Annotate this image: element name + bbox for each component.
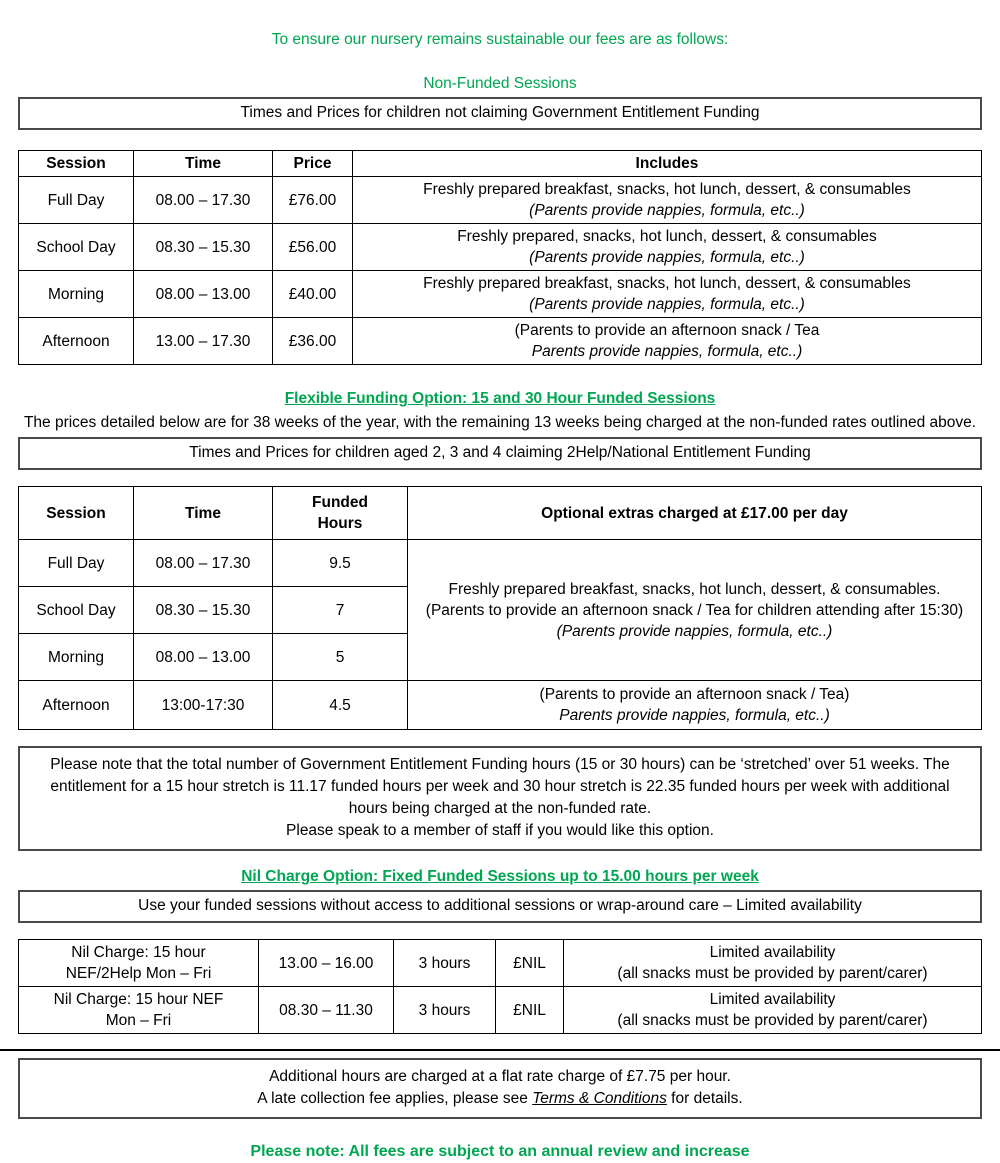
cell-time: 08.00 – 17.30 [134,540,273,587]
includes-main: Freshly prepared, snacks, hot lunch, dessert, & consumables [457,228,877,245]
non-funded-table [18,150,982,365]
cell-time: 13:00-17:30 [134,681,273,730]
additional-hours-line2 [32,1088,968,1110]
cell-session: Afternoon [19,318,134,365]
includes-sub: Parents provide nappies, formula, etc..) [531,343,803,360]
session-line2: NEF/2Help Mon – Fri [65,965,212,982]
stretch-note-box [18,746,982,851]
cell-session: Full Day [19,177,134,224]
stretch-note-paragraph: Please note that the total number of Government Entitlement Funding hours (15 or 30 hours) can be ‘stretched’ over 51 weeks. The entitlement for a 15 hour stretch is 11.17 funded hours per week and 30 hour stretch is 22.35 funded hours per week with additional hours being charged at the non-funded rate. [50,756,950,817]
notes-line2: (all snacks must be provided by parent/carer) [617,965,928,982]
extras-line3: (Parents provide nappies, formula, etc..) [556,622,833,640]
includes-main: (Parents to provide an afternoon snack / Tea [514,322,820,339]
col-optional-extras: Optional extras charged at £17.00 per day [408,487,982,540]
table-row [19,177,982,224]
notes-line1: Limited availability [709,944,836,961]
extras-afternoon-line1: (Parents to provide an afternoon snack / Tea) [539,686,850,703]
bottom-divider [0,1049,1000,1051]
notes-line1: Limited availability [709,991,836,1008]
cell-funded-hours: 4.5 [273,681,408,730]
flexible-funding-description: The prices detailed below are for 38 weeks of the year, with the remaining 13 weeks being charged at the non-funded rates outlined above. [23,414,977,431]
cell-funded-hours: 7 [273,587,408,634]
includes-main: Freshly prepared breakfast, snacks, hot lunch, dessert, & consumables [423,275,911,292]
cell-notes [564,940,982,987]
table-row [19,318,982,365]
table-header-row [19,487,982,540]
cell-price: £56.00 [273,224,353,271]
flexible-funding-banner: Times and Prices for children aged 2, 3 and 4 claiming 2Help/National Entitlement Funding [18,437,982,470]
nil-charge-table [18,939,982,1034]
cell-price: £76.00 [273,177,353,224]
cell-time: 08.00 – 13.00 [134,271,273,318]
cell-session [19,987,259,1034]
cell-session: Morning [19,634,134,681]
includes-sub: (Parents provide nappies, formula, etc..) [529,296,805,313]
additional-hours-box [18,1058,982,1119]
cell-hours: 3 hours [394,940,496,987]
col-session: Session [19,151,134,177]
cell-session: Full Day [19,540,134,587]
cell-includes [353,177,982,224]
cell-price: £36.00 [273,318,353,365]
session-line1: Nil Charge: 15 hour NEF [53,991,224,1008]
table-row [19,987,982,1034]
terms-and-conditions-link[interactable]: Terms & Conditions [532,1090,667,1107]
cell-time: 08.30 – 11.30 [259,987,394,1034]
cell-funded-hours: 9.5 [273,540,408,587]
table-row [19,681,982,730]
cell-notes [564,987,982,1034]
additional-hours-line1: Additional hours are charged at a flat rate charge of £7.75 per hour. [269,1068,731,1085]
cell-includes [353,318,982,365]
cell-price: £NIL [496,987,564,1034]
nil-charge-heading: Nil Charge Option: Fixed Funded Sessions up to 15.00 hours per week [241,868,759,885]
flexible-funding-heading: Flexible Funding Option: 15 and 30 Hour Funded Sessions [284,390,716,407]
extras-line1: Freshly prepared breakfast, snacks, hot lunch, dessert, & consumables. [448,580,941,598]
late-fee-post: for details. [666,1090,743,1107]
session-line2: Mon – Fri [105,1012,172,1029]
cell-includes [353,271,982,318]
non-funded-banner: Times and Prices for children not claiming Government Entitlement Funding [18,97,982,130]
cell-time: 08.30 – 15.30 [134,224,273,271]
late-fee-pre: A late collection fee applies, please see [257,1090,533,1107]
funded-hours-line1: Funded [312,494,368,511]
cell-time: 08.30 – 15.30 [134,587,273,634]
cell-optional-extras-afternoon [408,681,982,730]
cell-time: 13.00 – 16.00 [259,940,394,987]
cell-includes [353,224,982,271]
cell-session: Afternoon [19,681,134,730]
col-price: Price [273,151,353,177]
funded-hours-line2: Hours [317,515,363,532]
cell-hours: 3 hours [394,987,496,1034]
includes-sub: (Parents provide nappies, formula, etc..) [529,202,805,219]
closing-note: Please note: All fees are subject to an annual review and increase [250,1143,750,1160]
session-line1: Nil Charge: 15 hour [71,944,206,961]
extras-afternoon-line2: Parents provide nappies, formula, etc..) [559,707,830,724]
includes-sub: (Parents provide nappies, formula, etc..) [529,249,805,266]
non-funded-heading: Non-Funded Sessions [423,75,577,92]
cell-session: School Day [19,224,134,271]
cell-time: 13.00 – 17.30 [134,318,273,365]
cell-session: School Day [19,587,134,634]
cell-session: Morning [19,271,134,318]
extras-line2: (Parents to provide an afternoon snack / Tea for children attending after 15:30) [425,601,964,619]
col-includes: Includes [353,151,982,177]
col-time: Time [134,151,273,177]
col-session: Session [19,487,134,540]
cell-time: 08.00 – 13.00 [134,634,273,681]
table-row [19,224,982,271]
cell-optional-extras-merged [408,540,982,681]
cell-funded-hours: 5 [273,634,408,681]
cell-time: 08.00 – 17.30 [134,177,273,224]
table-row [19,540,982,587]
table-header-row [19,151,982,177]
cell-price: £NIL [496,940,564,987]
nil-charge-banner: Use your funded sessions without access to additional sessions or wrap-around care – Limited availability [18,890,982,923]
intro-line: To ensure our nursery remains sustainable our fees are as follows: [271,31,729,48]
funded-table [18,486,982,730]
col-funded-hours [273,487,408,540]
notes-line2: (all snacks must be provided by parent/carer) [617,1012,928,1029]
stretch-note-closing: Please speak to a member of staff if you would like this option. [286,822,714,839]
cell-session [19,940,259,987]
includes-main: Freshly prepared breakfast, snacks, hot lunch, dessert, & consumables [423,181,911,198]
cell-price: £40.00 [273,271,353,318]
table-row [19,271,982,318]
table-row [19,940,982,987]
col-time: Time [134,487,273,540]
